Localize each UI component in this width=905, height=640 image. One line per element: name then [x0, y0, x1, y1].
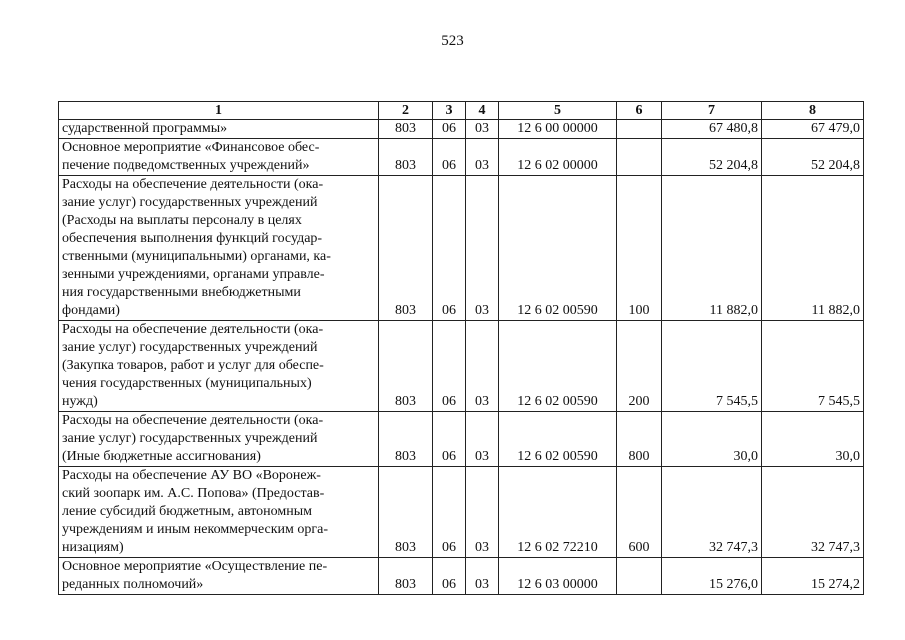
section-code: 06: [433, 558, 466, 595]
item-name: Расходы на обеспечение деятельности (ока- зание услуг) государственных учреждений (Закупка товаров, работ и услуг для обеспе- чения государственных (муниципальных) нужд): [59, 321, 379, 412]
column-header-5: 5: [499, 102, 617, 120]
item-name: Основное мероприятие «Финансовое обес- печение подведомственных учреждений»: [59, 139, 379, 176]
section-code: 06: [433, 176, 466, 321]
target-article-code: 12 6 02 00590: [499, 321, 617, 412]
target-article-code: 12 6 00 00000: [499, 120, 617, 139]
target-article-code: 12 6 03 00000: [499, 558, 617, 595]
item-name: Основное мероприятие «Осуществление пе- реданных полномочий»: [59, 558, 379, 595]
expense-type-code: [617, 558, 662, 595]
amount-col-7: 15 276,0: [662, 558, 762, 595]
table-body: [59, 120, 864, 595]
subsection-code: 03: [466, 321, 499, 412]
column-header-3: 3: [433, 102, 466, 120]
page-number: 523: [441, 33, 464, 49]
amount-col-8: 30,0: [762, 412, 864, 467]
target-article-code: 12 6 02 72210: [499, 467, 617, 558]
item-name: сударственной программы»: [59, 120, 379, 139]
amount-col-7: 52 204,8: [662, 139, 762, 176]
section-code: 06: [433, 120, 466, 139]
table-row: [59, 120, 864, 139]
target-article-code: 12 6 02 00590: [499, 412, 617, 467]
ministry-code: 803: [379, 139, 433, 176]
amount-col-7: 32 747,3: [662, 467, 762, 558]
expense-type-code: 200: [617, 321, 662, 412]
column-header-2: 2: [379, 102, 433, 120]
ministry-code: 803: [379, 467, 433, 558]
subsection-code: 03: [466, 558, 499, 595]
amount-col-7: 11 882,0: [662, 176, 762, 321]
table-row: [59, 176, 864, 321]
amount-col-8: 52 204,8: [762, 139, 864, 176]
subsection-code: 03: [466, 176, 499, 321]
item-name: Расходы на обеспечение деятельности (ока- зание услуг) государственных учреждений (Расходы на выплаты персоналу в целях обеспечения выполнения функций государ- ственными (муниципальными) органами, ка- зенными учреждениями, органами управле- ния государственными внебюджетными фондами): [59, 176, 379, 321]
column-header-4: 4: [466, 102, 499, 120]
amount-col-8: 7 545,5: [762, 321, 864, 412]
amount-col-7: 7 545,5: [662, 321, 762, 412]
expense-type-code: 100: [617, 176, 662, 321]
budget-table: [58, 101, 864, 595]
target-article-code: 12 6 02 00590: [499, 176, 617, 321]
amount-col-7: 67 480,8: [662, 120, 762, 139]
ministry-code: 803: [379, 558, 433, 595]
header-row: [59, 102, 864, 120]
subsection-code: 03: [466, 412, 499, 467]
amount-col-8: 15 274,2: [762, 558, 864, 595]
amount-col-8: 32 747,3: [762, 467, 864, 558]
column-header-8: 8: [762, 102, 864, 120]
table-row: [59, 139, 864, 176]
column-header-7: 7: [662, 102, 762, 120]
table-row: [59, 467, 864, 558]
table-row: [59, 412, 864, 467]
expense-type-code: [617, 120, 662, 139]
section-code: 06: [433, 321, 466, 412]
table-row: [59, 558, 864, 595]
target-article-code: 12 6 02 00000: [499, 139, 617, 176]
expense-type-code: 600: [617, 467, 662, 558]
table-row: [59, 321, 864, 412]
ministry-code: 803: [379, 412, 433, 467]
subsection-code: 03: [466, 139, 499, 176]
section-code: 06: [433, 467, 466, 558]
ministry-code: 803: [379, 176, 433, 321]
expense-type-code: [617, 139, 662, 176]
column-header-6: 6: [617, 102, 662, 120]
subsection-code: 03: [466, 467, 499, 558]
ministry-code: 803: [379, 321, 433, 412]
subsection-code: 03: [466, 120, 499, 139]
item-name: Расходы на обеспечение АУ ВО «Воронеж- ский зоопарк им. А.С. Попова» (Предостав- ление субсидий бюджетным, автономным учреждениям и иным некоммерческим орга- низациям): [59, 467, 379, 558]
column-header-1: 1: [59, 102, 379, 120]
section-code: 06: [433, 139, 466, 176]
amount-col-8: 11 882,0: [762, 176, 864, 321]
amount-col-8: 67 479,0: [762, 120, 864, 139]
item-name: Расходы на обеспечение деятельности (ока- зание услуг) государственных учреждений (Иные бюджетные ассигнования): [59, 412, 379, 467]
ministry-code: 803: [379, 120, 433, 139]
section-code: 06: [433, 412, 466, 467]
expense-type-code: 800: [617, 412, 662, 467]
amount-col-7: 30,0: [662, 412, 762, 467]
